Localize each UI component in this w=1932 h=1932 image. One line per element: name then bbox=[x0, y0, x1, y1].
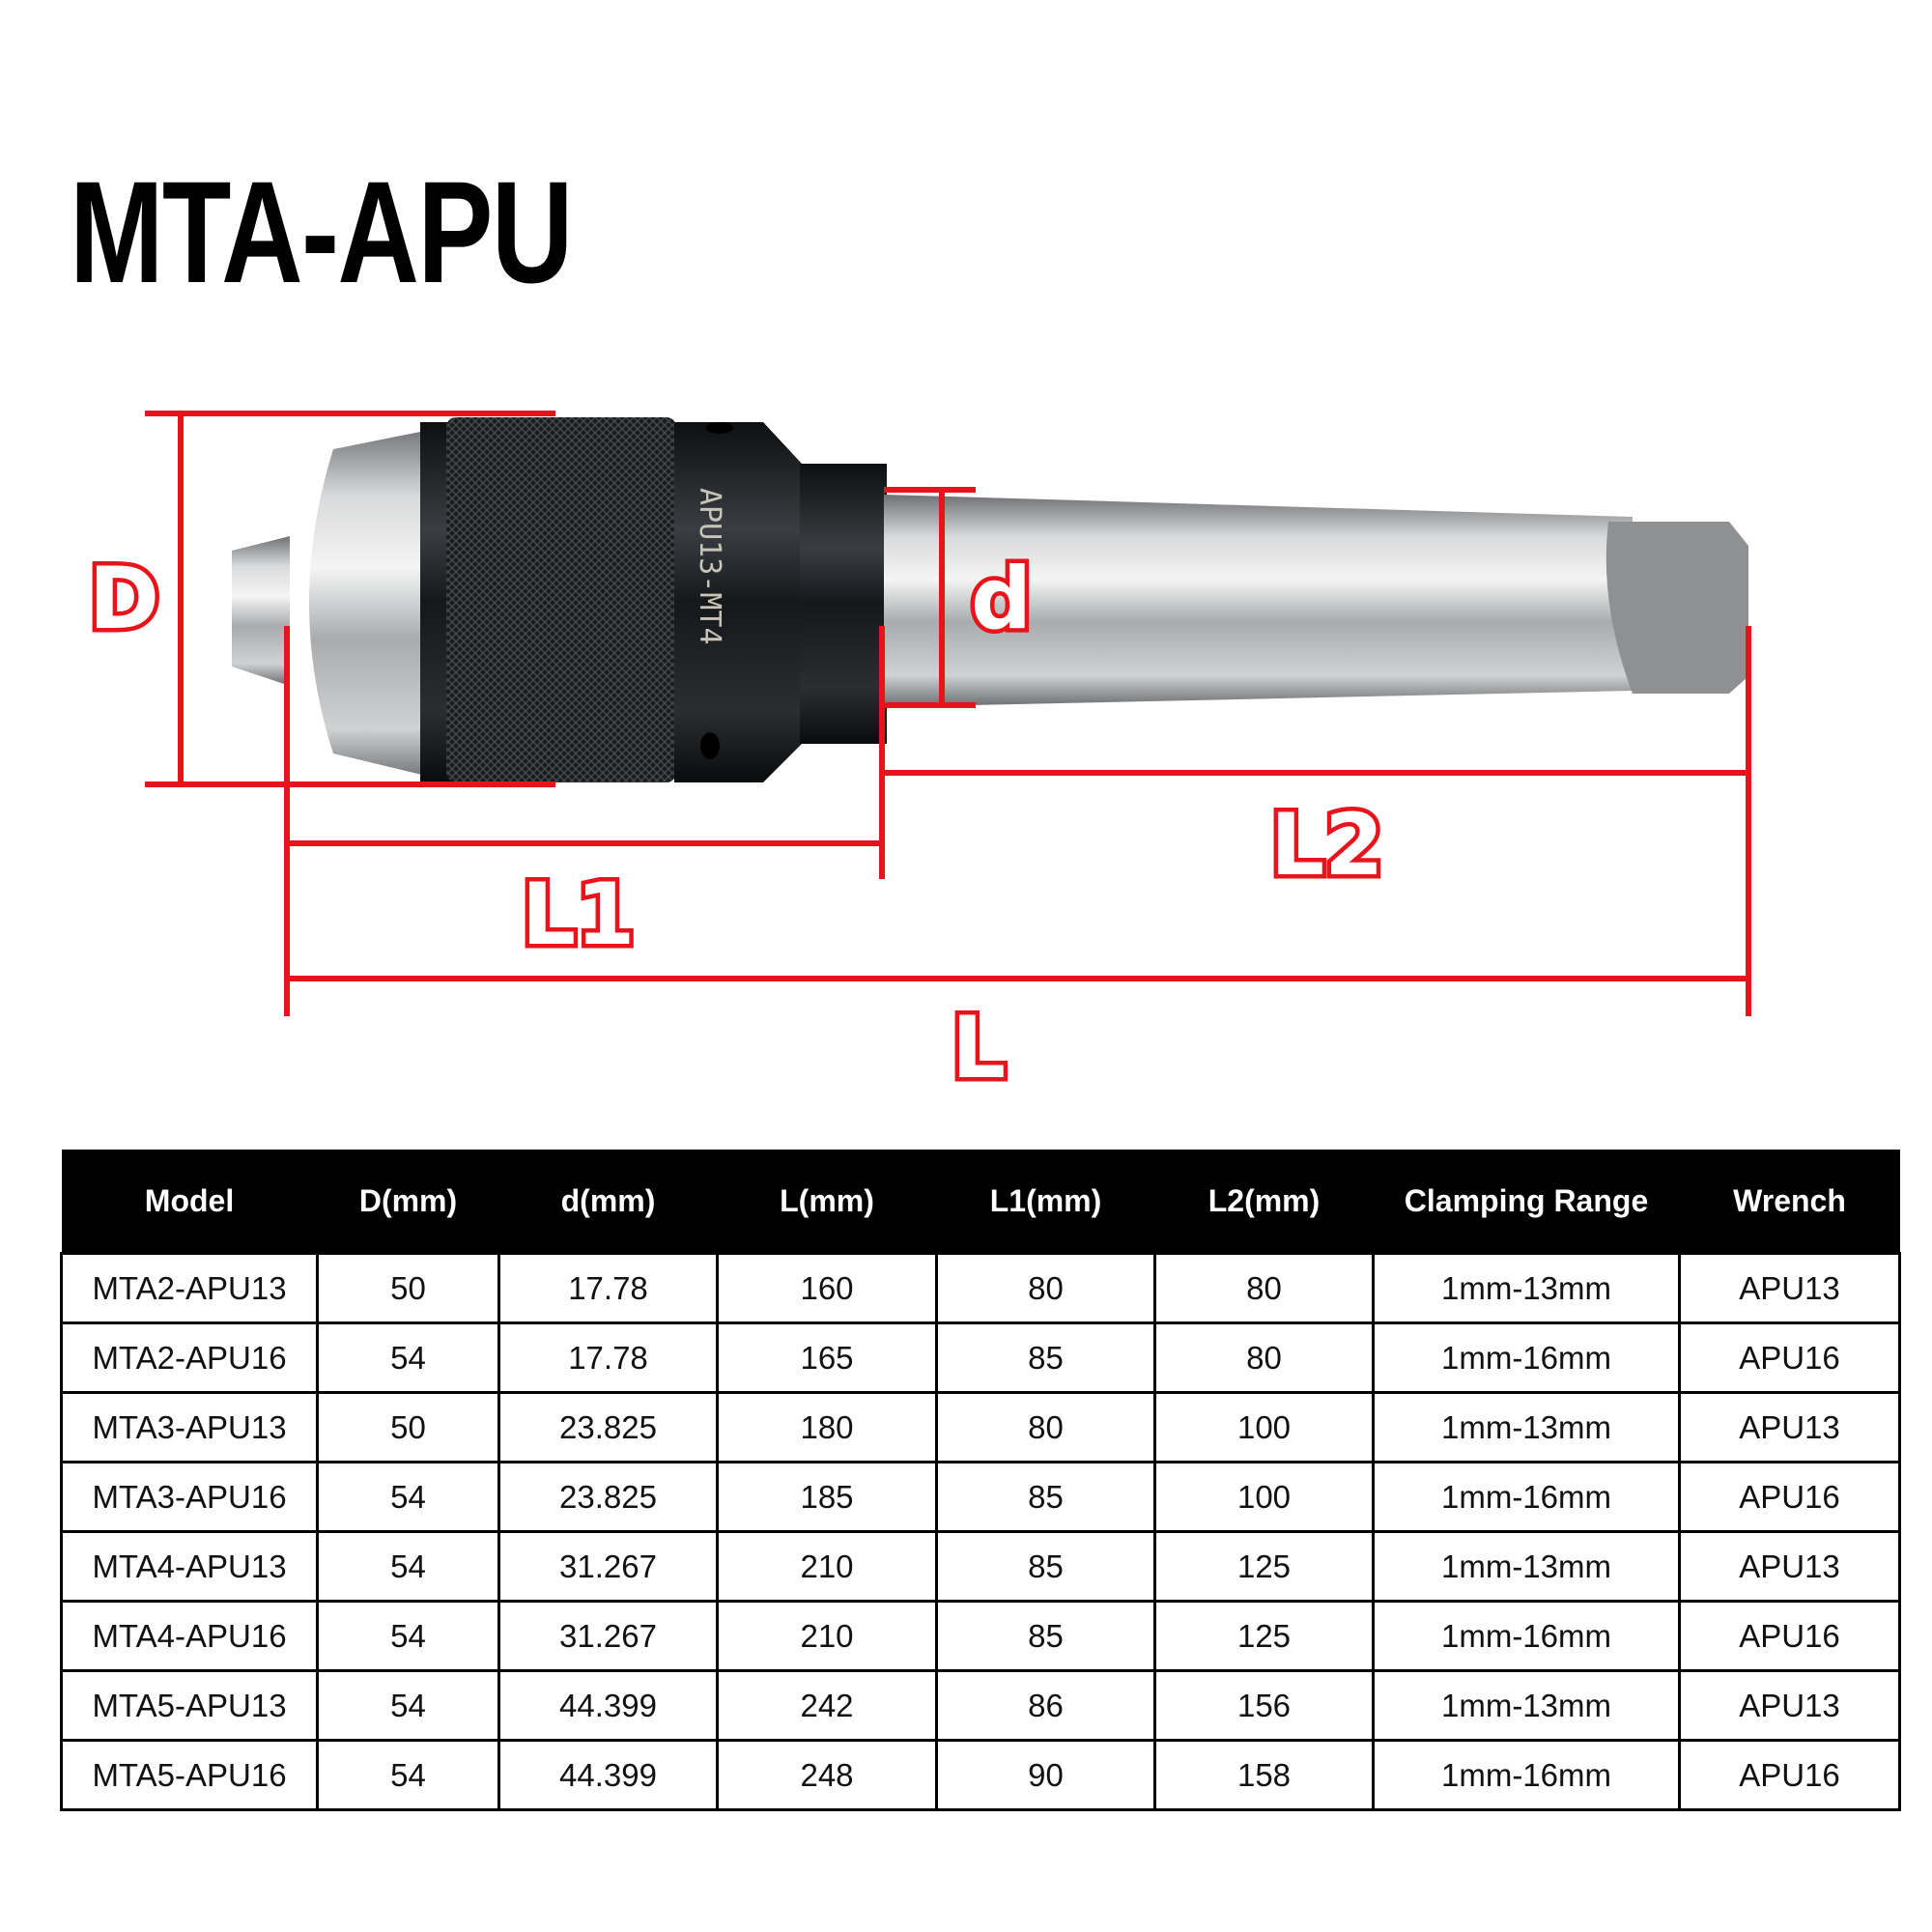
dimension-label-L2: L2 bbox=[1270, 795, 1384, 895]
table-cell: MTA4-APU13 bbox=[62, 1532, 318, 1602]
table-cell: MTA4-APU16 bbox=[62, 1602, 318, 1671]
table-cell: 23.825 bbox=[499, 1463, 718, 1532]
knurled-sleeve bbox=[446, 417, 676, 782]
table-cell: MTA2-APU16 bbox=[62, 1323, 318, 1393]
table-cell: 1mm-16mm bbox=[1374, 1602, 1680, 1671]
table-cell: 80 bbox=[1155, 1254, 1374, 1323]
table-cell: 50 bbox=[318, 1254, 499, 1323]
spec-table bbox=[60, 1150, 1901, 1811]
column-header: Wrench bbox=[1680, 1150, 1900, 1254]
chuck-jaws bbox=[232, 536, 290, 686]
table-cell: 31.267 bbox=[499, 1532, 718, 1602]
table-cell: 85 bbox=[937, 1463, 1155, 1532]
table-cell: 80 bbox=[1155, 1323, 1374, 1393]
table-cell: MTA2-APU13 bbox=[62, 1254, 318, 1323]
table-cell: 125 bbox=[1155, 1602, 1374, 1671]
page-title: MTA-APU bbox=[70, 151, 572, 313]
table-cell: 86 bbox=[937, 1671, 1155, 1741]
table-cell: APU13 bbox=[1680, 1393, 1900, 1463]
table-row bbox=[62, 1393, 1900, 1463]
table-cell: 54 bbox=[318, 1602, 499, 1671]
dimension-label-L: L bbox=[952, 998, 1007, 1097]
table-row bbox=[62, 1741, 1900, 1810]
column-header: d(mm) bbox=[499, 1150, 718, 1254]
column-header: Clamping Range bbox=[1374, 1150, 1680, 1254]
table-cell: 80 bbox=[937, 1254, 1155, 1323]
table-cell: 160 bbox=[718, 1254, 937, 1323]
table-cell: 210 bbox=[718, 1532, 937, 1602]
table-cell: 165 bbox=[718, 1323, 937, 1393]
table-row bbox=[62, 1463, 1900, 1532]
table-cell: 54 bbox=[318, 1741, 499, 1810]
dimension-label-L1: L1 bbox=[522, 865, 636, 964]
table-cell: 156 bbox=[1155, 1671, 1374, 1741]
table-cell: 17.78 bbox=[499, 1323, 718, 1393]
table-cell: 17.78 bbox=[499, 1254, 718, 1323]
column-header: L1(mm) bbox=[937, 1150, 1155, 1254]
table-cell: 85 bbox=[937, 1532, 1155, 1602]
table-cell: MTA5-APU13 bbox=[62, 1671, 318, 1741]
table-cell: 31.267 bbox=[499, 1602, 718, 1671]
table-cell: 1mm-16mm bbox=[1374, 1323, 1680, 1393]
table-cell: 180 bbox=[718, 1393, 937, 1463]
table-cell: 248 bbox=[718, 1741, 937, 1810]
table-cell: MTA3-APU13 bbox=[62, 1393, 318, 1463]
table-cell: 1mm-13mm bbox=[1374, 1393, 1680, 1463]
table-cell: APU13 bbox=[1680, 1532, 1900, 1602]
table-cell: APU13 bbox=[1680, 1254, 1900, 1323]
table-cell: MTA3-APU16 bbox=[62, 1463, 318, 1532]
table-cell: 50 bbox=[318, 1393, 499, 1463]
table-header-row bbox=[62, 1150, 1900, 1254]
table-cell: 54 bbox=[318, 1671, 499, 1741]
table-cell: 54 bbox=[318, 1463, 499, 1532]
chuck-neck bbox=[800, 464, 887, 744]
table-cell: APU16 bbox=[1680, 1463, 1900, 1532]
column-header: D(mm) bbox=[318, 1150, 499, 1254]
table-cell: 242 bbox=[718, 1671, 937, 1741]
table-cell: 100 bbox=[1155, 1463, 1374, 1532]
dimension-label-d: d bbox=[971, 549, 1032, 648]
column-header: L(mm) bbox=[718, 1150, 937, 1254]
table-cell: 23.825 bbox=[499, 1393, 718, 1463]
key-hole-icon bbox=[700, 732, 720, 759]
table-cell: APU16 bbox=[1680, 1741, 1900, 1810]
table-cell: 185 bbox=[718, 1463, 937, 1532]
shank-tang bbox=[1606, 522, 1748, 694]
table-cell: 1mm-13mm bbox=[1374, 1671, 1680, 1741]
table-cell: 54 bbox=[318, 1532, 499, 1602]
table-cell: 80 bbox=[937, 1393, 1155, 1463]
table-row bbox=[62, 1323, 1900, 1393]
table-row bbox=[62, 1254, 1900, 1323]
table-cell: 1mm-13mm bbox=[1374, 1532, 1680, 1602]
column-header: L2(mm) bbox=[1155, 1150, 1374, 1254]
table-row bbox=[62, 1532, 1900, 1602]
table-cell: 210 bbox=[718, 1602, 937, 1671]
column-header: Model bbox=[62, 1150, 318, 1254]
dimension-label-D: D bbox=[89, 549, 160, 648]
table-cell: 54 bbox=[318, 1323, 499, 1393]
table-row bbox=[62, 1671, 1900, 1741]
table-cell: 1mm-16mm bbox=[1374, 1741, 1680, 1810]
table-cell: APU13 bbox=[1680, 1671, 1900, 1741]
table-cell: 125 bbox=[1155, 1532, 1374, 1602]
table-cell: 44.399 bbox=[499, 1741, 718, 1810]
table-row bbox=[62, 1602, 1900, 1671]
key-hole-icon bbox=[706, 422, 733, 434]
table-cell: 85 bbox=[937, 1602, 1155, 1671]
table-cell: APU16 bbox=[1680, 1602, 1900, 1671]
table-cell: 100 bbox=[1155, 1393, 1374, 1463]
table-cell: 90 bbox=[937, 1741, 1155, 1810]
table-cell: 44.399 bbox=[499, 1671, 718, 1741]
table-cell: 1mm-13mm bbox=[1374, 1254, 1680, 1323]
table-cell: MTA5-APU16 bbox=[62, 1741, 318, 1810]
engraving-text: APU13-MT4 bbox=[693, 488, 726, 645]
table-cell: 85 bbox=[937, 1323, 1155, 1393]
table-cell: 1mm-16mm bbox=[1374, 1463, 1680, 1532]
table-cell: APU16 bbox=[1680, 1323, 1900, 1393]
table-cell: 158 bbox=[1155, 1741, 1374, 1810]
